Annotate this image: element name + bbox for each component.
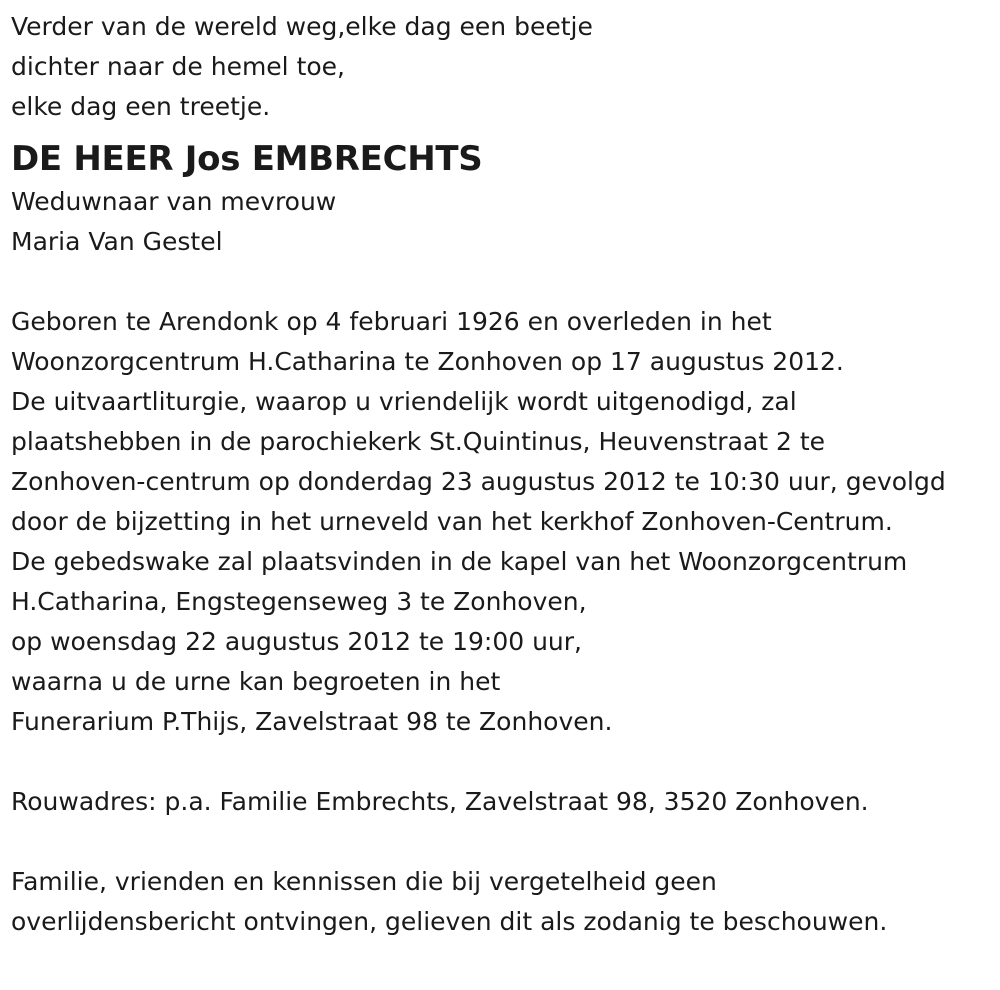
- spacer: [11, 822, 996, 862]
- details: [11, 302, 996, 742]
- spacer: [11, 742, 996, 782]
- details-line-7: De gebedswake zal plaatsvinden in de kapel van het Woonzorgcentrum: [11, 547, 908, 576]
- spacer: [11, 262, 996, 302]
- closing-note: [11, 862, 996, 942]
- spouse-info: [11, 182, 996, 262]
- details-line-1: Geboren te Arendonk op 4 februari 1926 en overleden in het: [11, 307, 772, 336]
- obituary-notice: [11, 7, 996, 942]
- details-line-11: Funerarium P.Thijs, Zavelstraat 98 te Zonhoven.: [11, 707, 613, 736]
- poem-line-2: dichter naar de hemel toe,: [11, 52, 345, 81]
- closing-line-1: Familie, vrienden en kennissen die bij vergetelheid geen: [11, 867, 717, 896]
- spouse-line-2: Maria Van Gestel: [11, 227, 223, 256]
- spouse-line-1: Weduwnaar van mevrouw: [11, 187, 337, 216]
- details-line-8: H.Catharina, Engstegenseweg 3 te Zonhoven,: [11, 587, 587, 616]
- details-line-3: De uitvaartliturgie, waarop u vriendelijk wordt uitgenodigd, zal: [11, 387, 797, 416]
- poem: [11, 7, 996, 127]
- details-line-6: door de bijzetting in het urneveld van het kerkhof Zonhoven-Centrum.: [11, 507, 893, 536]
- details-line-2: Woonzorgcentrum H.Catharina te Zonhoven op 17 augustus 2012.: [11, 347, 844, 376]
- details-line-10: waarna u de urne kan begroeten in het: [11, 667, 501, 696]
- details-line-4: plaatshebben in de parochiekerk St.Quintinus, Heuvenstraat 2 te: [11, 427, 826, 456]
- poem-line-1: Verder van de wereld weg,elke dag een beetje: [11, 12, 593, 41]
- deceased-name: DE HEER Jos EMBRECHTS: [11, 139, 483, 179]
- mourning-address: Rouwadres: p.a. Familie Embrechts, Zavelstraat 98, 3520 Zonhoven.: [11, 787, 869, 816]
- details-line-5: Zonhoven-centrum op donderdag 23 augustus 2012 te 10:30 uur, gevolgd: [11, 467, 946, 496]
- closing-line-2: overlijdensbericht ontvingen, gelieven dit als zodanig te beschouwen.: [11, 907, 888, 936]
- poem-line-3: elke dag een treetje.: [11, 92, 271, 121]
- details-line-9: op woensdag 22 augustus 2012 te 19:00 uur,: [11, 627, 582, 656]
